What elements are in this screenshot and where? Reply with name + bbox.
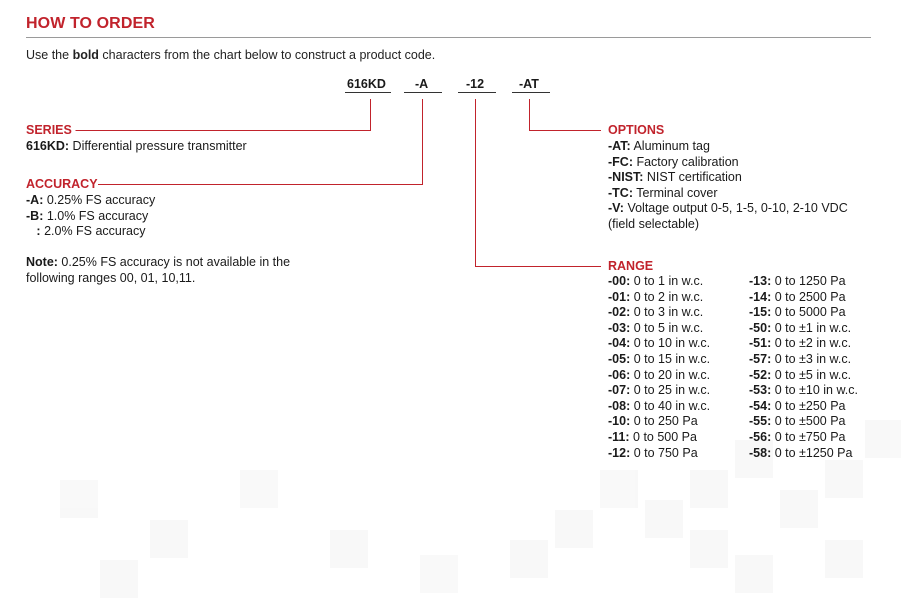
intro-after: characters from the chart below to construct a product code. — [98, 48, 436, 62]
list-item: -51: 0 to ±2 in w.c. — [749, 336, 852, 351]
options-list — [608, 139, 848, 233]
list-item: : 2.0% FS accuracy — [26, 224, 146, 239]
code-part-range: -12 — [466, 77, 485, 91]
note-label: Note: — [26, 255, 58, 269]
list-item: -55: 0 to ±500 Pa — [749, 414, 846, 429]
list-item: -11: 0 to 500 Pa — [608, 429, 697, 444]
list-item: -14: 0 to 2500 Pa — [749, 289, 846, 304]
range-list-left — [608, 274, 710, 461]
list-item: -03: 0 to 5 in w.c. — [608, 320, 704, 335]
range-list-right — [749, 274, 858, 461]
intro-bold: bold — [72, 48, 99, 62]
list-item: -10: 0 to 250 Pa — [608, 414, 698, 429]
options-heading: OPTIONS — [608, 123, 665, 137]
list-item: -15: 0 to 5000 Pa — [749, 305, 846, 320]
list-item: -FC: Factory calibration — [608, 154, 739, 169]
list-item: -04: 0 to 10 in w.c. — [608, 336, 711, 351]
list-item: -56: 0 to ±750 Pa — [749, 429, 846, 444]
series-list — [26, 139, 247, 155]
list-item: -A: 0.25% FS accuracy — [26, 193, 156, 207]
accuracy-note: Note: 0.25% FS accuracy is not available in the following ranges 00, 01, 10,11. — [26, 255, 291, 285]
page-title: HOW TO ORDER — [26, 15, 155, 32]
list-item: -NIST: NIST certification — [608, 170, 742, 185]
list-item: -00: 0 to 1 in w.c. — [608, 274, 704, 288]
list-item: -06: 0 to 20 in w.c. — [608, 367, 711, 382]
range-heading: RANGE — [608, 259, 654, 273]
code-part-accuracy: -A — [415, 77, 429, 91]
list-item: -01: 0 to 2 in w.c. — [608, 289, 704, 304]
connector-options — [530, 99, 602, 131]
accuracy-list — [26, 193, 155, 240]
code-part-series: 616KD — [347, 77, 386, 91]
list-item: -12: 0 to 750 Pa — [608, 445, 698, 460]
list-item: -05: 0 to 15 in w.c. — [608, 351, 711, 366]
list-item: 616KD: Differential pressure transmitter — [26, 139, 247, 153]
intro-before: Use the — [26, 48, 73, 62]
list-item: -B: 1.0% FS accuracy — [26, 208, 149, 223]
connector-series — [76, 99, 371, 131]
list-item: -57: 0 to ±3 in w.c. — [749, 351, 852, 366]
list-item: -13: 0 to 1250 Pa — [749, 274, 846, 288]
list-item: -58: 0 to ±1250 Pa — [749, 445, 853, 460]
list-item: -V: Voltage output 0-5, 1-5, 0-10, 2-10 VDC — [608, 201, 848, 216]
list-item: -AT: Aluminum tag — [608, 139, 710, 153]
code-part-options: -AT — [519, 77, 539, 91]
series-heading: SERIES — [26, 123, 72, 137]
list-item: -TC: Terminal cover — [608, 185, 718, 200]
accuracy-heading: ACCURACY — [26, 177, 98, 191]
list-item: -52: 0 to ±5 in w.c. — [749, 367, 852, 382]
list-item: -07: 0 to 25 in w.c. — [608, 383, 711, 398]
list-item: -08: 0 to 40 in w.c. — [608, 398, 711, 413]
list-item: -53: 0 to ±10 in w.c. — [749, 383, 859, 398]
list-item: -50: 0 to ±1 in w.c. — [749, 320, 852, 335]
list-item: (field selectable) — [608, 216, 700, 231]
list-item: -02: 0 to 3 in w.c. — [608, 305, 704, 320]
list-item: -54: 0 to ±250 Pa — [749, 398, 846, 413]
connector-range — [476, 99, 602, 267]
